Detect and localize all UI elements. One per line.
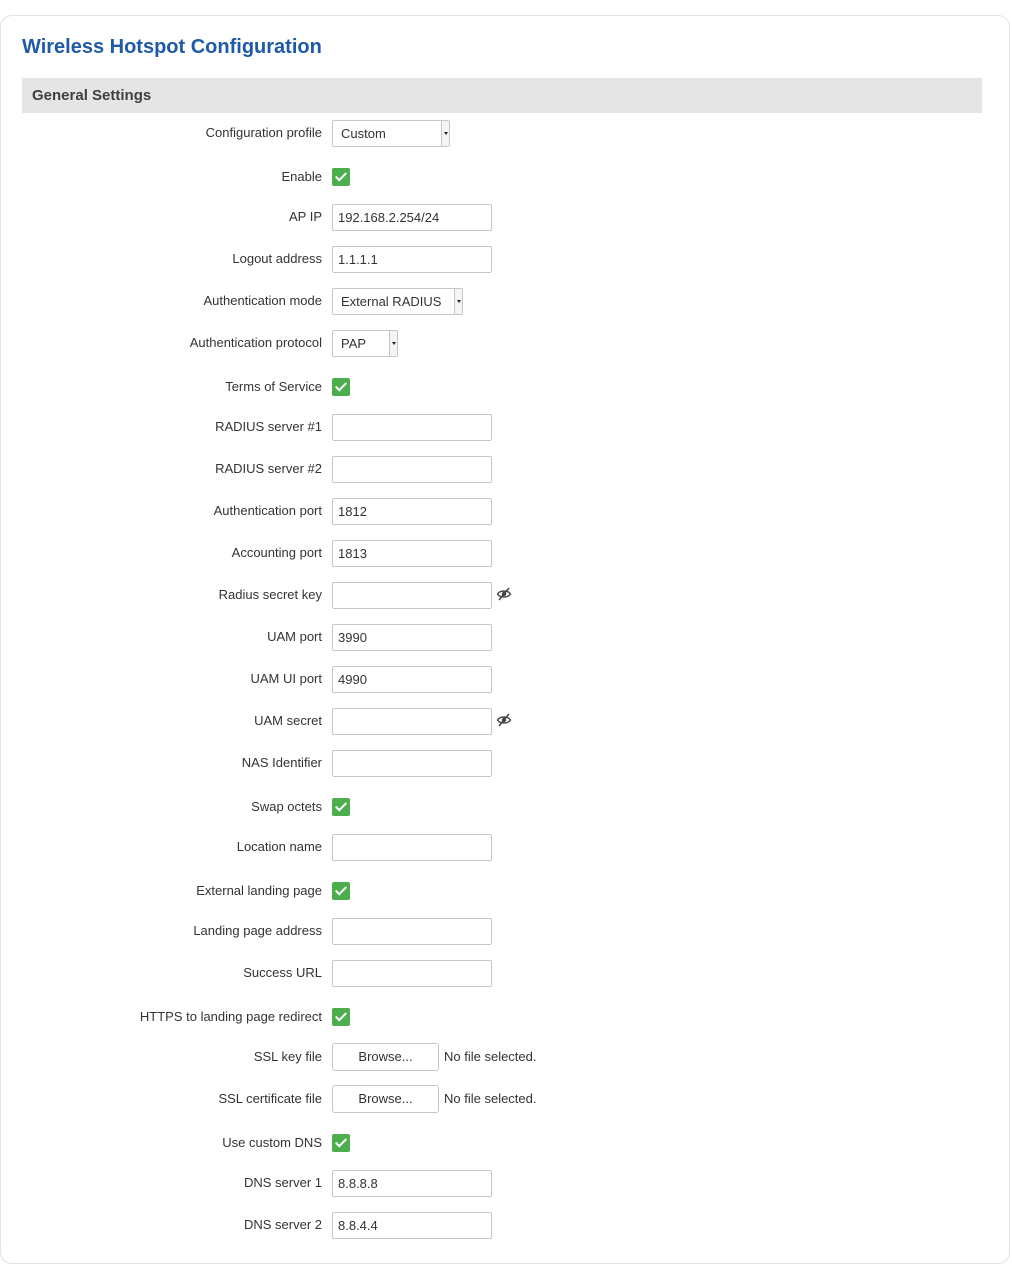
success-url-input[interactable] bbox=[332, 960, 492, 987]
uam-secret-label: UAM secret bbox=[254, 713, 322, 728]
row-nas-identifier bbox=[0, 748, 1000, 778]
accounting-port-label: Accounting port bbox=[231, 545, 322, 560]
radius-secret-key-input[interactable] bbox=[332, 582, 492, 609]
authentication-port-input[interactable]: 1812 bbox=[332, 498, 492, 525]
dns-server-1-input[interactable]: 8.8.8.8 bbox=[332, 1170, 492, 1197]
dns-server-1-label: DNS server 1 bbox=[243, 1175, 322, 1190]
row-landing-page-address bbox=[0, 916, 1000, 946]
row-enable bbox=[0, 162, 1000, 192]
radius-secret-key-label: Radius secret key bbox=[218, 587, 322, 602]
row-https-redirect bbox=[0, 1002, 1000, 1032]
row-configuration-profile bbox=[0, 118, 1000, 148]
ssl-certificate-file-label: SSL certificate file bbox=[218, 1091, 322, 1106]
page-title: Wireless Hotspot Configuration bbox=[22, 36, 322, 58]
landing-page-address-label: Landing page address bbox=[193, 923, 322, 938]
row-ssl-certificate-file bbox=[0, 1084, 1000, 1114]
swap-octets-label: Swap octets bbox=[251, 799, 322, 814]
row-success-url bbox=[0, 958, 1000, 988]
radius-server-2-input[interactable] bbox=[332, 456, 492, 483]
use-custom-dns-checkbox[interactable] bbox=[332, 1134, 350, 1152]
terms-of-service-checkbox[interactable] bbox=[332, 378, 350, 396]
row-accounting-port bbox=[0, 538, 1000, 568]
authentication-port-label: Authentication port bbox=[213, 503, 322, 518]
uam-port-label: UAM port bbox=[267, 629, 322, 644]
ssl-key-file-browse-button[interactable]: Browse... bbox=[332, 1043, 439, 1071]
row-uam-secret bbox=[0, 706, 1000, 736]
ap-ip-input[interactable]: 192.168.2.254/24 bbox=[332, 204, 492, 231]
dns-server-2-input[interactable]: 8.8.4.4 bbox=[332, 1212, 492, 1239]
authentication-protocol-value: PAP bbox=[341, 336, 367, 351]
https-redirect-label: HTTPS to landing page redirect bbox=[139, 1009, 322, 1024]
authentication-mode-label: Authentication mode bbox=[203, 293, 322, 308]
row-radius-server-2 bbox=[0, 454, 1000, 484]
dropdown-arrow-icon bbox=[441, 121, 449, 146]
logout-address-input[interactable]: 1.1.1.1 bbox=[332, 246, 492, 273]
configuration-profile-label: Configuration profile bbox=[205, 125, 322, 140]
success-url-label: Success URL bbox=[243, 965, 322, 980]
logout-address-label: Logout address bbox=[232, 251, 322, 266]
row-ssl-key-file bbox=[0, 1042, 1000, 1072]
configuration-profile-value: Custom bbox=[341, 126, 386, 141]
row-authentication-protocol bbox=[0, 328, 1000, 358]
ssl-certificate-file-browse-button[interactable]: Browse... bbox=[332, 1085, 439, 1113]
row-authentication-port bbox=[0, 496, 1000, 526]
landing-page-address-input[interactable] bbox=[332, 918, 492, 945]
uam-ui-port-input[interactable]: 4990 bbox=[332, 666, 492, 693]
row-use-custom-dns bbox=[0, 1128, 1000, 1158]
row-uam-port bbox=[0, 622, 1000, 652]
radius-server-2-label: RADIUS server #2 bbox=[215, 461, 322, 476]
external-landing-page-label: External landing page bbox=[196, 883, 322, 898]
dropdown-arrow-icon bbox=[454, 289, 462, 314]
authentication-mode-value: External RADIUS bbox=[341, 294, 442, 309]
row-uam-ui-port bbox=[0, 664, 1000, 694]
accounting-port-input[interactable]: 1813 bbox=[332, 540, 492, 567]
nas-identifier-input[interactable] bbox=[332, 750, 492, 777]
row-logout-address bbox=[0, 244, 1000, 274]
row-terms-of-service bbox=[0, 372, 1000, 402]
enable-label: Enable bbox=[281, 169, 322, 184]
uam-secret-input[interactable] bbox=[332, 708, 492, 735]
uam-ui-port-label: UAM UI port bbox=[250, 671, 322, 686]
enable-checkbox[interactable] bbox=[332, 168, 350, 186]
nas-identifier-label: NAS Identifier bbox=[241, 755, 322, 770]
ssl-certificate-file-status: No file selected. bbox=[444, 1091, 537, 1106]
configuration-profile-select[interactable] bbox=[332, 120, 450, 147]
external-landing-page-checkbox[interactable] bbox=[332, 882, 350, 900]
swap-octets-checkbox[interactable] bbox=[332, 798, 350, 816]
ssl-key-file-label: SSL key file bbox=[253, 1049, 322, 1064]
https-redirect-checkbox[interactable] bbox=[332, 1008, 350, 1026]
ap-ip-label: AP IP bbox=[288, 209, 322, 224]
authentication-mode-select[interactable] bbox=[332, 288, 463, 315]
authentication-protocol-label: Authentication protocol bbox=[189, 335, 322, 350]
dns-server-2-label: DNS server 2 bbox=[243, 1217, 322, 1232]
location-name-input[interactable] bbox=[332, 834, 492, 861]
location-name-label: Location name bbox=[236, 839, 322, 854]
dropdown-arrow-icon bbox=[389, 331, 397, 356]
section-header-general-settings: General Settings bbox=[22, 78, 982, 113]
row-location-name bbox=[0, 832, 1000, 862]
eye-slash-icon[interactable] bbox=[496, 712, 512, 728]
radius-server-1-input[interactable] bbox=[332, 414, 492, 441]
row-swap-octets bbox=[0, 792, 1000, 822]
row-external-landing-page bbox=[0, 876, 1000, 906]
row-radius-secret-key bbox=[0, 580, 1000, 610]
use-custom-dns-label: Use custom DNS bbox=[222, 1135, 322, 1150]
row-radius-server-1 bbox=[0, 412, 1000, 442]
ssl-key-file-status: No file selected. bbox=[444, 1049, 537, 1064]
radius-server-1-label: RADIUS server #1 bbox=[215, 419, 322, 434]
terms-of-service-label: Terms of Service bbox=[225, 379, 322, 394]
row-ap-ip bbox=[0, 202, 1000, 232]
row-dns-server-1 bbox=[0, 1168, 1000, 1198]
row-authentication-mode bbox=[0, 286, 1000, 316]
eye-slash-icon[interactable] bbox=[496, 586, 512, 602]
row-dns-server-2 bbox=[0, 1210, 1000, 1240]
authentication-protocol-select[interactable] bbox=[332, 330, 398, 357]
uam-port-input[interactable]: 3990 bbox=[332, 624, 492, 651]
